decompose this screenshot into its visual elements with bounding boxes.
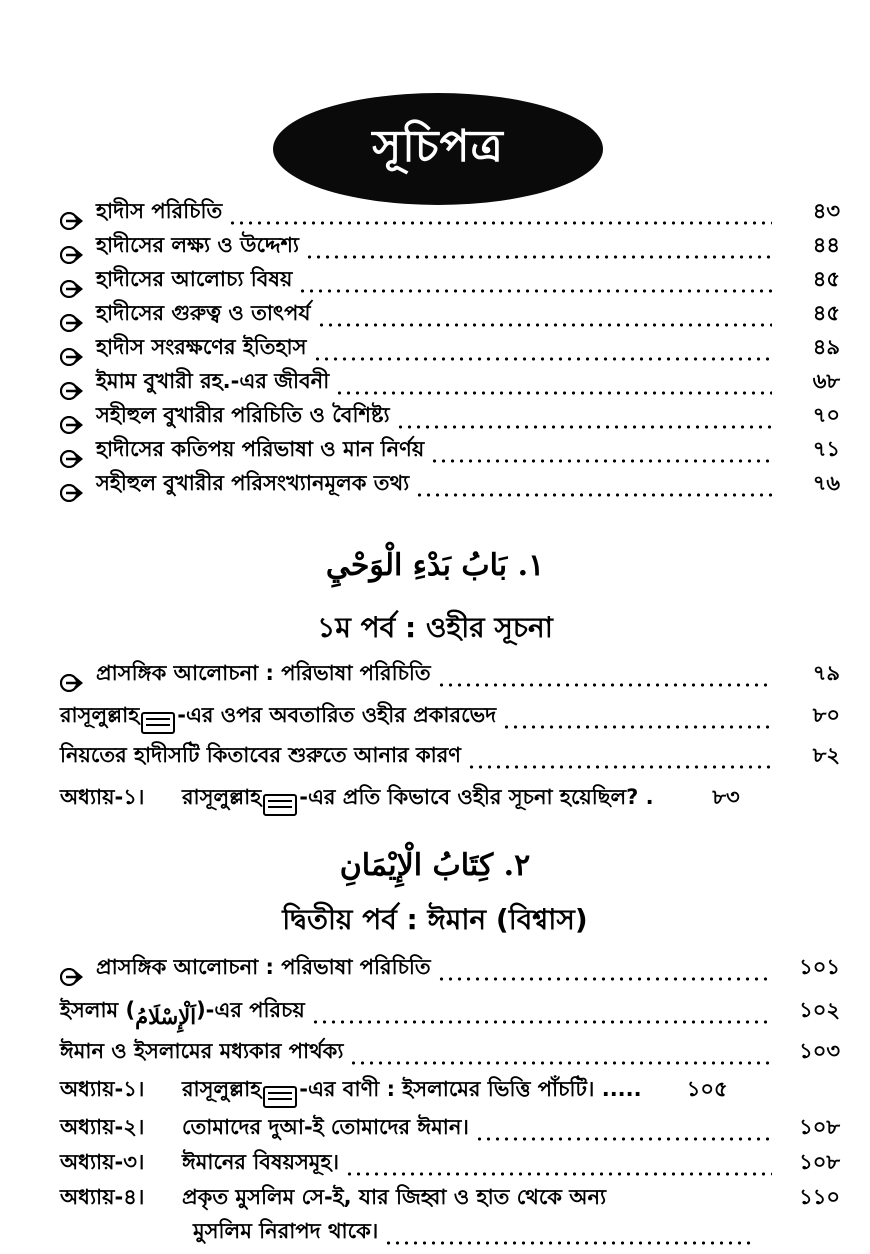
arrow-bullet-icon [60, 314, 84, 332]
page-number: ৬৮ [812, 369, 840, 393]
toc-label: হাদীস সংরক্ষণের ইতিহাস [96, 335, 307, 359]
page-number: ৪৫ [812, 267, 840, 291]
page-number: ১০২ [799, 998, 840, 1022]
toc-row[interactable] [60, 1074, 840, 1108]
page-number: ৮০ [812, 703, 840, 727]
page-number: ৪৩ [812, 199, 840, 223]
toc-row[interactable] [60, 1147, 840, 1181]
toc-label-cont: মুসলিম নিরাপদ থাকে। [193, 1219, 379, 1243]
toc-row[interactable] [60, 740, 840, 774]
page-number: ১০৮ [799, 1115, 840, 1139]
toc-row[interactable] [60, 1036, 840, 1070]
toc-row[interactable] [60, 782, 840, 816]
page-number: ১০৮ [799, 1150, 840, 1174]
chapter-number: অধ্যায়-১। [60, 785, 145, 809]
toc-row[interactable] [60, 995, 840, 1029]
leader-dots [502, 725, 772, 729]
arrow-bullet-icon [60, 968, 84, 986]
toc-row-continuation [193, 1216, 753, 1250]
page-number: ৭৬ [812, 471, 840, 495]
leader-dots [317, 323, 772, 327]
arrow-bullet-icon [60, 450, 84, 468]
chapter-number: অধ্যায়-১। [60, 1077, 145, 1101]
toc-label-post: )-এর পরিচয় [196, 998, 305, 1022]
toc-label-pre: রাসূলুল্লাহ [60, 703, 140, 727]
page-number: ৮২ [812, 743, 840, 767]
arrow-bullet-icon [60, 280, 84, 298]
leader-dots [335, 391, 772, 395]
page-number: ১১০ [799, 1185, 840, 1209]
arrow-bullet-icon [60, 382, 84, 400]
toc-row[interactable] [60, 196, 840, 230]
leader-dots [415, 493, 772, 497]
leader-dots [345, 1172, 772, 1176]
toc-label: হাদীসের গুরুত্ব ও তাৎপর্য [96, 301, 311, 325]
toc-label: সহীহুল বুখারীর পরিচিতি ও বৈশিষ্ট্য [96, 403, 390, 427]
toc-row[interactable] [60, 952, 840, 986]
toc-label-pre: রাসূলুল্লাহ [182, 1077, 262, 1101]
toc-label-pre: রাসূলুল্লাহ [182, 785, 262, 809]
section1-heading: ১ম পর্ব : ওহীর সূচনা [317, 611, 553, 644]
page-title: সূচিপত্র [372, 120, 504, 172]
toc-row[interactable] [60, 366, 840, 400]
arrow-bullet-icon [60, 674, 84, 692]
page-number: ৭৯ [812, 661, 840, 685]
toc-row[interactable] [60, 700, 840, 734]
arrow-bullet-icon [60, 246, 84, 264]
section1-arabic-heading: ١. بَابُ بَدْءِ الْوَحْيِ [325, 548, 545, 583]
toc-row[interactable] [60, 1112, 840, 1146]
toc-label: ঈমানের বিষয়সমূহ। [182, 1150, 340, 1174]
salawat-seal-icon [141, 712, 175, 734]
section2-arabic-heading: ٢. كِتَابُ الْإِيْمَانِ [339, 848, 531, 883]
toc-label: হাদীসের লক্ষ্য ও উদ্দেশ্য [96, 233, 300, 257]
toc-row[interactable] [60, 298, 840, 332]
chapter-number: অধ্যায়-৪। [60, 1185, 145, 1209]
title-oval [273, 93, 603, 205]
section2-heading: দ্বিতীয় পর্ব : ঈমান (বিশ্বাস) [282, 903, 588, 936]
page-number: ১০১ [799, 955, 840, 979]
salawat-seal-icon [263, 1086, 297, 1108]
toc-row[interactable] [60, 468, 840, 502]
toc-label: হাদীসের কতিপয় পরিভাষা ও মান নির্ণয় [96, 437, 425, 461]
toc-label: হাদীস পরিচিতি [96, 199, 223, 223]
chapter-number: অধ্যায়-২। [60, 1115, 145, 1139]
toc-label: নিয়তের হাদীসটি কিতাবের শুরুতে আনার কারণ [60, 743, 462, 767]
leader-dots [475, 1137, 772, 1141]
toc-label: প্রকৃত মুসলিম সে-ই, যার জিহ্বা ও হাত থেকে অন্য [182, 1185, 607, 1209]
toc-label-post: -এর ওপর অবতারিত ওহীর প্রকারভেদ [177, 703, 497, 727]
toc-label: তোমাদের দুআ-ই তোমাদের ঈমান। [182, 1115, 469, 1139]
page-number: ৮৩ [712, 785, 740, 809]
page-number: ১০৩ [799, 1039, 840, 1063]
toc-row[interactable] [60, 264, 840, 298]
leader-dots [298, 289, 772, 293]
page-number: ১০৫ [686, 1077, 728, 1101]
page-number: ৪৫ [812, 301, 840, 325]
toc-label: হাদীসের আলোচ্য বিষয় [96, 267, 293, 291]
leader-dots [384, 1241, 753, 1245]
toc-row[interactable] [60, 400, 840, 434]
arrow-bullet-icon [60, 348, 84, 366]
page-number: ৭০ [812, 403, 840, 427]
toc-label-post: -এর বাণী : ইসলামের ভিত্তি পাঁচটি। ..... [299, 1077, 642, 1101]
toc-row[interactable] [60, 230, 840, 264]
chapter-number: অধ্যায়-৩। [60, 1150, 145, 1174]
toc-row[interactable] [60, 658, 840, 692]
page-number: ৪৪ [812, 233, 840, 257]
arrow-bullet-icon [60, 212, 84, 230]
toc-label: প্রাসঙ্গিক আলোচনা : পরিভাষা পরিচিতি [96, 955, 431, 979]
salawat-seal-icon [263, 794, 297, 816]
toc-row[interactable] [60, 332, 840, 366]
leader-dots [228, 221, 772, 225]
toc-label: ইমাম বুখারী রহ.-এর জীবনী [96, 369, 330, 393]
leader-dots [437, 683, 772, 687]
toc-label: ঈমান ও ইসলামের মধ্যকার পার্থক্য [60, 1039, 344, 1063]
toc-row[interactable] [60, 434, 840, 468]
leader-dots [349, 1061, 772, 1065]
toc-row[interactable] [60, 1182, 840, 1216]
leader-dots [311, 1020, 772, 1024]
leader-dots [305, 255, 772, 259]
toc-label-arabic: اَلْإِسْلَامُ [135, 1004, 197, 1029]
toc-label: প্রাসঙ্গিক আলোচনা : পরিভাষা পরিচিতি [96, 661, 431, 685]
toc-label: সহীহুল বুখারীর পরিসংখ্যানমূলক তথ্য [96, 471, 410, 495]
leader-dots [437, 977, 772, 981]
leader-dots [430, 459, 772, 463]
leader-dots [396, 425, 772, 429]
arrow-bullet-icon [60, 484, 84, 502]
toc-label-post: -এর প্রতি কিভাবে ওহীর সূচনা হয়েছিল? . [299, 785, 654, 809]
toc-label-pre: ইসলাম ( [60, 998, 136, 1022]
leader-dots [313, 357, 772, 361]
arrow-bullet-icon [60, 416, 84, 434]
page-number: ৭১ [812, 437, 840, 461]
leader-dots [467, 765, 772, 769]
page-number: ৪৯ [812, 335, 840, 359]
